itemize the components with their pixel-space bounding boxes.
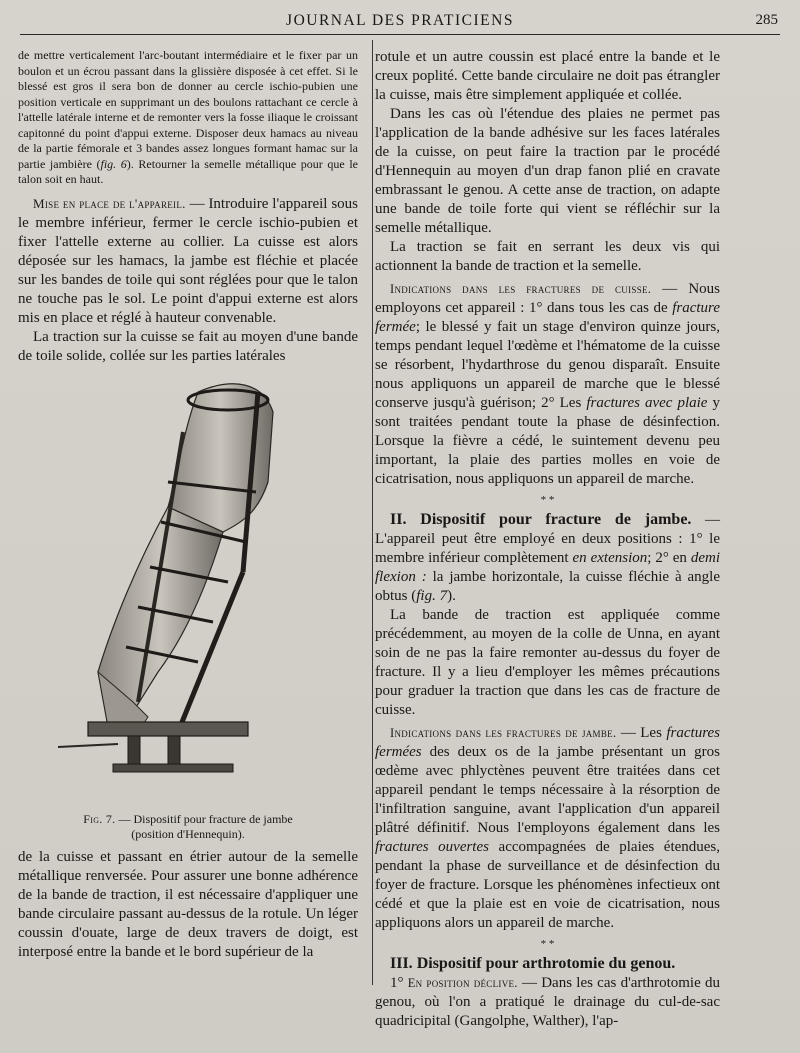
leg-apparatus-illustration [18,372,358,812]
paragraph-mise-en-place: Mise en place de l'appareil. — Introduire l'appareil sous le membre inférieur, fermer le cercle ischio-pubien et fixer l'attelle externe au collier. La cuisse est alors déposée sur les hamacs, la jambe est fléchie et placée sur les bandes de toile qui sont réglées pour que le talon ne touche pas le sol. Le point d'appui externe est alors mis en place et réglé à hauteur convenable. [18,195,358,326]
section-separator: * * [540,938,555,950]
paragraph-position-declive: 1° En position déclive. — Dans les cas d'arthrotomie du genou, où l'on a pratiqué le drainage du cul-de-sac quadricipital (Gangolphe, Walther), l'ap- [375,975,720,1029]
page-header [20,10,780,35]
paragraph-rotule: rotule et un autre coussin est placé entre la bande et le creux poplité. Cette bande circulaire ne doit pas étrangler la cuisse, mais être simplement appliquée et collée. [375,49,720,103]
page-number: 285 [755,12,778,28]
section-iii: III. Dispositif pour arthrotomie du genou. [390,955,676,972]
section-title: Dispositif pour arthrotomie du genou. [412,955,676,972]
left-column [18,48,358,962]
section-heading: Indications dans les fractures de jambe. [390,726,617,740]
section-heading: Mise en place de l'appareil. [33,195,186,211]
journal-title: JOURNAL DES PRATICIENS [286,12,514,29]
paragraph-hennequin: Dans les cas où l'étendue des plaies ne permet pas l'application de la bande adhésive sur les faces latérales de la cuisse, on peut faire la traction par le procédé d'Hennequin au moyen d'un drap fanon plié en cravate embrassant le genou. A cette anse de traction, on adapte une bande de toile forte qui vient se réfléchir sur la semelle métallique. [375,106,720,236]
section-heading: En position déclive. [407,976,518,990]
section-title: Dispositif pour fracture de jambe. [406,511,692,528]
paragraph-traction-vis: La traction se fait en serrant les deux vis qui actionnent la bande de traction et la semelle. [375,239,720,274]
paragraph-indications-jambe: Indications dans les fractures de jambe. — Les fractures fermées des deux os de la jambe présentant un gros œdème avec phlyctènes peuvent être traitées dans cet appareil pendant le temps nécessaire à la résorption de l'infiltration sanguine, avant l'application d'un appareil plâtré définitif. Nous l'employons également dans les fractures ouvertes accompagnées de plaies étendues, pendant la phase de surveillance et de désinfection du foyer de fracture. Lorsque les phénomènes infectieux ont cédé et que la plaie est en voie de cicatrisation, nous appliquons alors un appareil de marche. [375,725,721,931]
section-heading: Indications dans les fractures de cuisse. [390,282,652,296]
figure-7 [18,372,358,812]
right-column [375,48,720,1031]
figure-caption: Fig. 7. — Dispositif pour fracture de jambe (position d'Hennequin). [83,811,293,841]
paragraph-continued-bottom: de la cuisse et passant en étrier autour de la semelle métallique renversée. Pour assurer une bonne adhérence de la bande de traction, il est nécessaire d'appliquer une bande circulaire passant au-dessus de la rotule. Un léger coussin d'ouate, large de deux travers de doigt, est interposé entre la bande et le bord supérieur de la [18,848,358,960]
section-separator: * * [540,494,555,506]
section-ii: II. Dispositif pour fracture de jambe. — L'appareil peut être employé en deux positions : 1° le membre inférieur complètement en extension; 2° en demi flexion : la jambe horizontale, la cuisse fléchie à angle obtus (fig. 7). [375,511,721,604]
paragraph-traction: La traction sur la cuisse se fait au moyen d'une bande de toile solide, collée sur les parties latérales [18,328,358,364]
paragraph-indications-cuisse: Indications dans les fractures de cuisse. — Nous employons cet appareil : 1° dans tous les cas de fracture fermée; le blessé y fait un stage d'environ quinze jours, temps pendant lequel l'œdème et l'hématome de la cuisse se résorbent, l'hydarthrose du genou disparaît. Ensuite nous appliquons un appareil de marche que le blessé conserve jusqu'à guérison; 2° Les fractures avec plaie y sont traitées pendant toute la phase de désinfection. Lorsque la fièvre a cédé, le suintement devenu peu important, la plaie des parties molles en voie de cicatrisation, nous appliquons un appareil de marche. [375,281,721,487]
column-divider [372,40,373,985]
paragraph-continued: de mettre verticalement l'arc-boutant intermédiaire et le fixer par un boulon et un écrou passant dans la glissière disposée à cet effet. Si le blessé est gros il sera bon de donner au cercle ischio-pubien une position verticale en supprimant un des boulons rattachant ce cercle à l'attelle latérale interne et de remonter vers la fosse iliaque le croissant capitonné du point d'appui externe. Disposer deux hamacs au niveau de la partie fémorale et 3 bandes assez longues formant hamac sur la partie jambière (fig. 6). Retourner la semelle métallique pour que le talon soit en haut. [18,48,358,186]
paragraph-bande-traction: La bande de traction est appliquée comme précédemment, au moyen de la colle de Unna, en ayant soin de ne pas la faire remonter au-dessus du foyer de fracture. Il y a lieu d'employer les mêmes précautions pour graduer la traction que dans les cas de fracture de cuisse. [375,607,720,718]
